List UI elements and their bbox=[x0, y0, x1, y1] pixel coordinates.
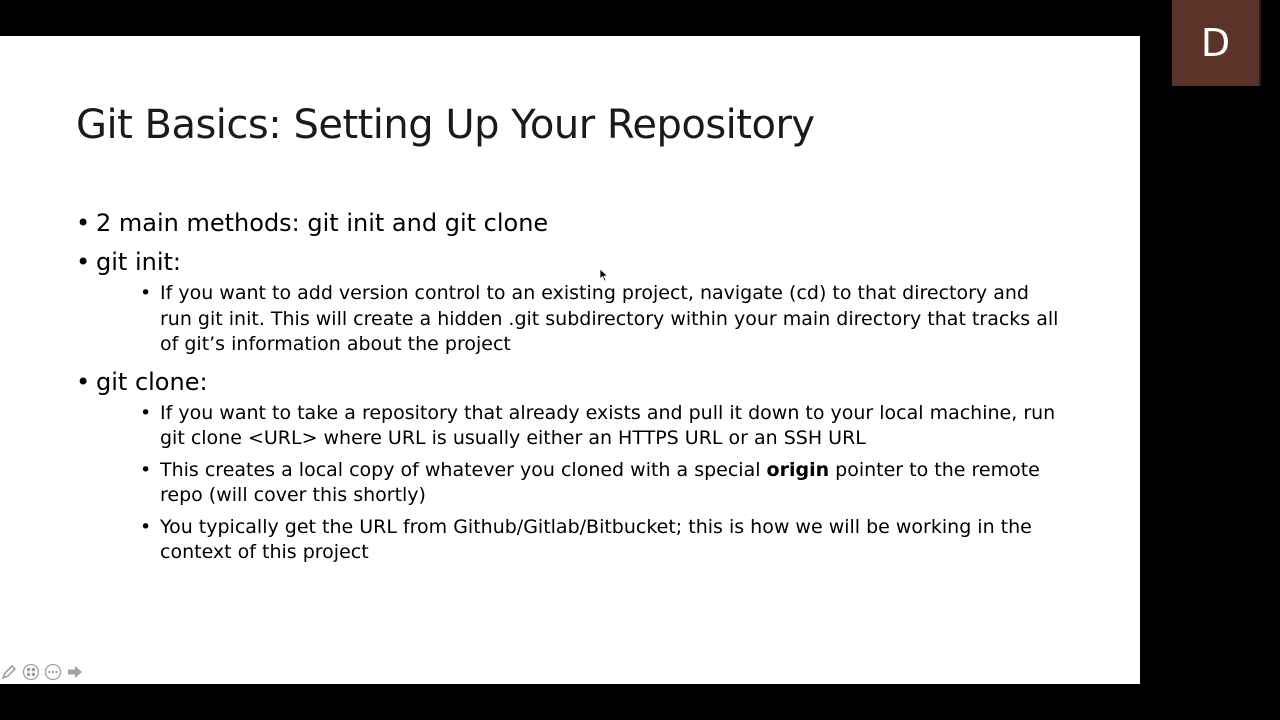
origin-keyword: origin bbox=[766, 458, 830, 481]
bullet-text: git init: bbox=[96, 248, 181, 276]
pen-icon[interactable] bbox=[0, 663, 18, 681]
presenter-avatar[interactable] bbox=[1172, 0, 1259, 86]
slide-title: Git Basics: Setting Up Your Repository bbox=[76, 102, 815, 148]
slides-grid-icon[interactable] bbox=[22, 663, 40, 681]
presenter-initial: D bbox=[1200, 21, 1231, 65]
more-options-icon[interactable] bbox=[44, 663, 62, 681]
next-arrow-icon[interactable] bbox=[66, 663, 84, 681]
origin-text-before: This creates a local copy of whatever you cloned with a special bbox=[160, 458, 767, 481]
bullet-main-methods bbox=[76, 208, 1056, 238]
sub-bullet-list bbox=[96, 401, 1056, 566]
sub-bullet-url-source: • You typically get the URL from Github/Gitlab/Bitbucket; this is how we will be working in the context of this project bbox=[140, 515, 1060, 566]
sub-bullet-list bbox=[96, 281, 1059, 358]
bullet-list bbox=[76, 208, 1059, 575]
bullet-git-init bbox=[76, 247, 1059, 358]
sub-bullet-git-init-desc: • If you want to add version control to an existing project, navigate (cd) to that directory and run git init. This will create a hidden .git subdirectory within your main directory that tracks all of git’s information about the project bbox=[140, 281, 1060, 358]
bullet-git-clone bbox=[76, 367, 1056, 566]
origin-text-after: pointer to the remote repo (will cover this shortly) bbox=[160, 458, 1040, 506]
sub-bullet-git-clone-desc: • If you want to take a repository that already exists and pull it down to your local machine, run git clone <URL> where URL is usually either an HTTPS URL or an SSH URL bbox=[140, 401, 1060, 452]
presentation-slide bbox=[0, 36, 1140, 684]
bullet-text: git clone: bbox=[96, 367, 208, 396]
sub-bullet-origin bbox=[140, 458, 1060, 509]
presenter-tile-edge bbox=[1259, 0, 1261, 86]
slideshow-toolbar bbox=[0, 663, 84, 681]
bullet-text: 2 main methods: git init and git clone bbox=[96, 209, 549, 237]
mouse-cursor-icon bbox=[600, 269, 608, 281]
